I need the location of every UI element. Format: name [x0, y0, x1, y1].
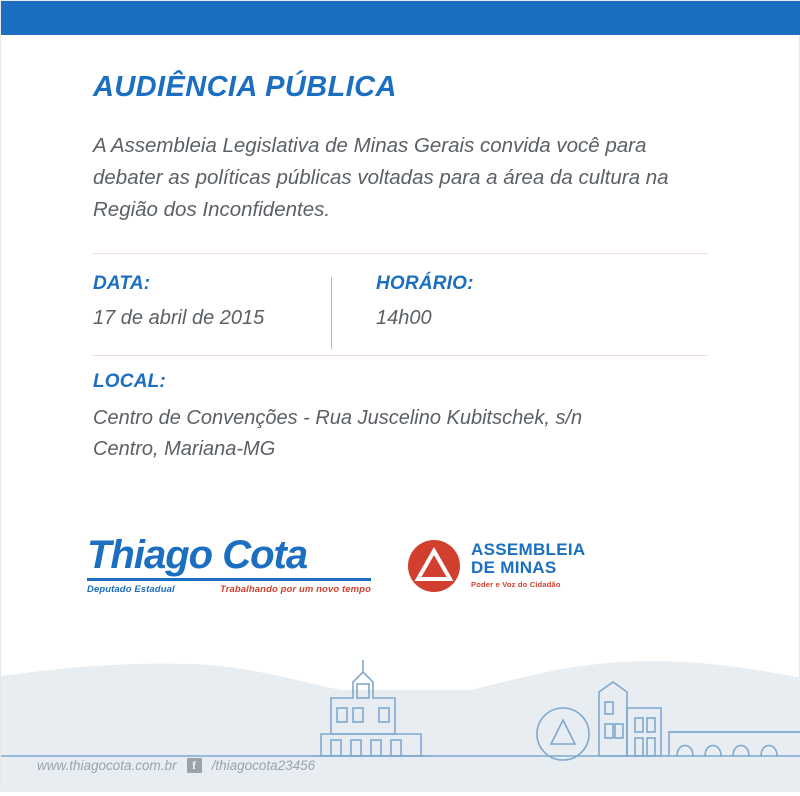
- divider-above-details: [93, 253, 708, 254]
- assembleia-tagline: Poder e Voz do Cidadão: [471, 580, 561, 589]
- website-link[interactable]: www.thiagocota.com.br: [37, 758, 177, 773]
- time-label: HORÁRIO:: [376, 273, 474, 294]
- main-content: [93, 71, 713, 226]
- facebook-icon[interactable]: f: [187, 758, 202, 773]
- assembleia-de-minas-logo: [407, 539, 585, 593]
- thiago-cota-wordmark: Thiago Cota: [87, 533, 308, 577]
- location-line-2: Centro, Mariana-MG: [93, 438, 276, 460]
- assembleia-line-1: ASSEMBLEIA: [471, 540, 586, 559]
- assembleia-line-2: DE MINAS: [471, 558, 557, 577]
- invitation-text: A Assembleia Legislativa de Minas Gerais convida você para debater as políticas públicas voltadas para a área da cultura na Região dos Inconfidentes.: [93, 134, 669, 221]
- vertical-divider: [331, 277, 332, 349]
- thiago-cota-logo: [87, 533, 371, 595]
- thiago-cota-rule: [87, 578, 371, 581]
- thiago-cota-slogan: Trabalhando por um novo tempo: [219, 584, 371, 595]
- time-value: 14h00: [376, 307, 432, 329]
- top-blue-bar: [1, 1, 800, 35]
- footer-bar: [37, 758, 315, 773]
- logo-row: [87, 533, 727, 613]
- thiago-cota-subtitles: [87, 584, 371, 595]
- assembleia-wordmark: [471, 541, 585, 591]
- top-bar-accent: [1, 1, 800, 35]
- time-block: [376, 273, 676, 331]
- facebook-handle[interactable]: /thiagocota23456: [211, 758, 316, 773]
- date-time-row: [93, 273, 708, 351]
- thiago-cota-role: Deputado Estadual: [87, 584, 175, 595]
- divider-above-location: [93, 355, 708, 356]
- triangle-mark-icon: [407, 539, 461, 593]
- date-label: DATA:: [93, 273, 151, 294]
- location-line-1: Centro de Convenções - Rua Juscelino Kubitschek, s/n: [93, 407, 583, 429]
- date-block: [93, 273, 323, 331]
- page-title: AUDIÊNCIA PÚBLICA: [93, 71, 397, 103]
- date-value: 17 de abril de 2015: [93, 307, 265, 329]
- location-block: [93, 371, 713, 465]
- location-label: LOCAL:: [93, 371, 166, 392]
